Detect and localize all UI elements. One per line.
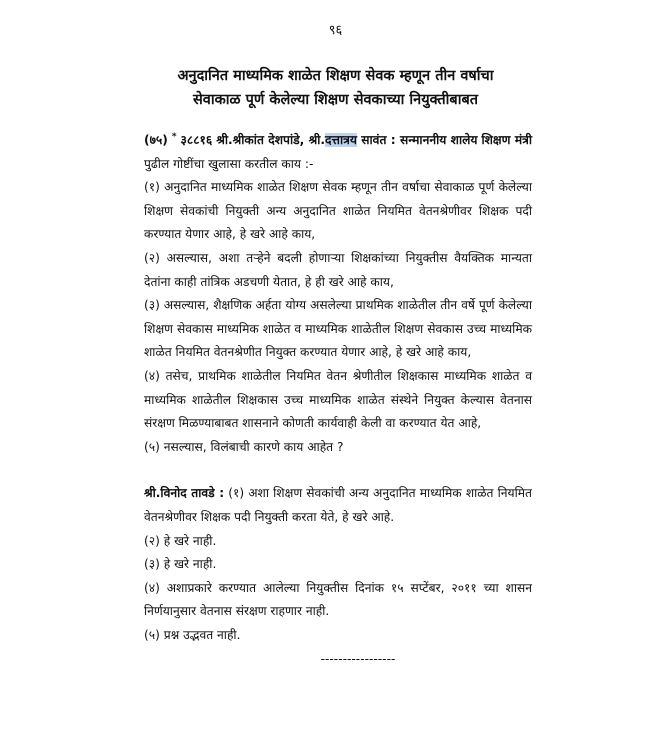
section-gap	[144, 459, 532, 482]
answer-minister: श्री.विनोद तावडे :	[144, 486, 225, 501]
members-names-end: सावंत :	[356, 133, 396, 148]
members-names	[216, 133, 395, 147]
question-item-4: (४) तसेच, प्राथमिक शाळेतील नियमित वेतन श्रेणीतील शिक्षकास माध्यमिक शाळेत व माध्यमिक शाळेतील शिक्षकास उच्च माध्यमिक शाळेत संस्थेने नियुक्त केल्यास वेतनास संरक्षण मिळण्याबाबत शासनाने कोणती कार्यवाही केली वा करण्यात येत आहे,	[144, 369, 532, 431]
intro-rest: सन्माननीय शालेय	[395, 133, 478, 148]
question-number: (७५)	[144, 133, 168, 148]
question-item-3: (३) असल्यास, शैक्षणिक अर्हता योग्य असलेल्या प्राथमिक शाळेतील तीन वर्षे पूर्ण केलेल्या शिक्षण सेवकास माध्यमिक शाळेत व माध्यमिक शाळेतील शिक्षण सेवकास उच्च माध्यमिक शाळेत नियमित वेतनश्रेणीत नियुक्त करण्यात येणार आहे, हे खरे आहे काय,	[144, 298, 532, 360]
document-body	[144, 126, 532, 671]
highlighted-text[interactable]: दत्तात्रय	[325, 133, 357, 148]
answer-item-5: (५) प्रश्न उद्भवत नाही.	[144, 627, 241, 642]
intro-end: पुढील गोष्टींचा खुलासा करतील काय :-	[144, 156, 314, 171]
answer-item-4: (४) अशाप्रकारे करण्यात आलेल्या नियुक्तीस दिनांक १५ सप्टेंबर, २०११ च्या शासन निर्णयानुसार वेतनास संरक्षण राहणार नाही.	[144, 580, 532, 619]
page-title	[0, 64, 671, 112]
question-item-5: (५) नसल्यास, विलंबाची कारणे काय आहेत ?	[144, 439, 344, 454]
minister-title: शिक्षण मंत्री	[481, 133, 533, 148]
question-id: ३८८१६	[180, 133, 213, 148]
answer-item-3: (३) हे खरे नाही.	[144, 557, 217, 572]
members-names-start: श्री.श्रीकांत देशपांडे, श्री.	[216, 133, 326, 148]
answer-item-2: (२) हे खरे नाही.	[144, 533, 217, 548]
answer-item-1: (१) अशा शिक्षण सेवकांची अन्य अनुदानित माध्यमिक शाळेत नियमित वेतनश्रेणीवर शिक्षक पदी नियुक्ती करता येते, हे खरे आहे.	[144, 486, 533, 524]
title-line-1: अनुदानित माध्यमिक शाळेत शिक्षण सेवक म्हणून तीन वर्षाचा	[177, 68, 494, 84]
question-intro	[144, 126, 532, 176]
title-line-2: सेवाकाळ पूर्ण केलेल्या शिक्षण सेवकाच्या नियुक्तीबाबत	[193, 92, 478, 108]
page-number: ९६	[328, 23, 343, 38]
answer-first	[144, 482, 532, 529]
end-marker: -----------------	[320, 651, 396, 666]
starred-mark: *	[171, 132, 177, 142]
question-item-2: (२) असल्यास, अशा तऱ्हेने बदली होणाऱ्या शिक्षकांच्या नियुक्तीस वैयक्तिक मान्यता देतांना काही तांत्रिक अडचणी येतात, हे ही खरे आहे काय,	[144, 251, 532, 289]
question-item-1: (१) अनुदानित माध्यमिक शाळेत शिक्षण सेवक म्हणून तीन वर्षाचा सेवाकाळ पूर्ण केलेल्या शिक्षण सेवकांची नियुक्ती अन्य अनुदानित शाळेत नियमित वेतनश्रेणीवर शिक्षक पदी करण्यात येणार आहे, हे खरे आहे काय,	[144, 180, 532, 242]
